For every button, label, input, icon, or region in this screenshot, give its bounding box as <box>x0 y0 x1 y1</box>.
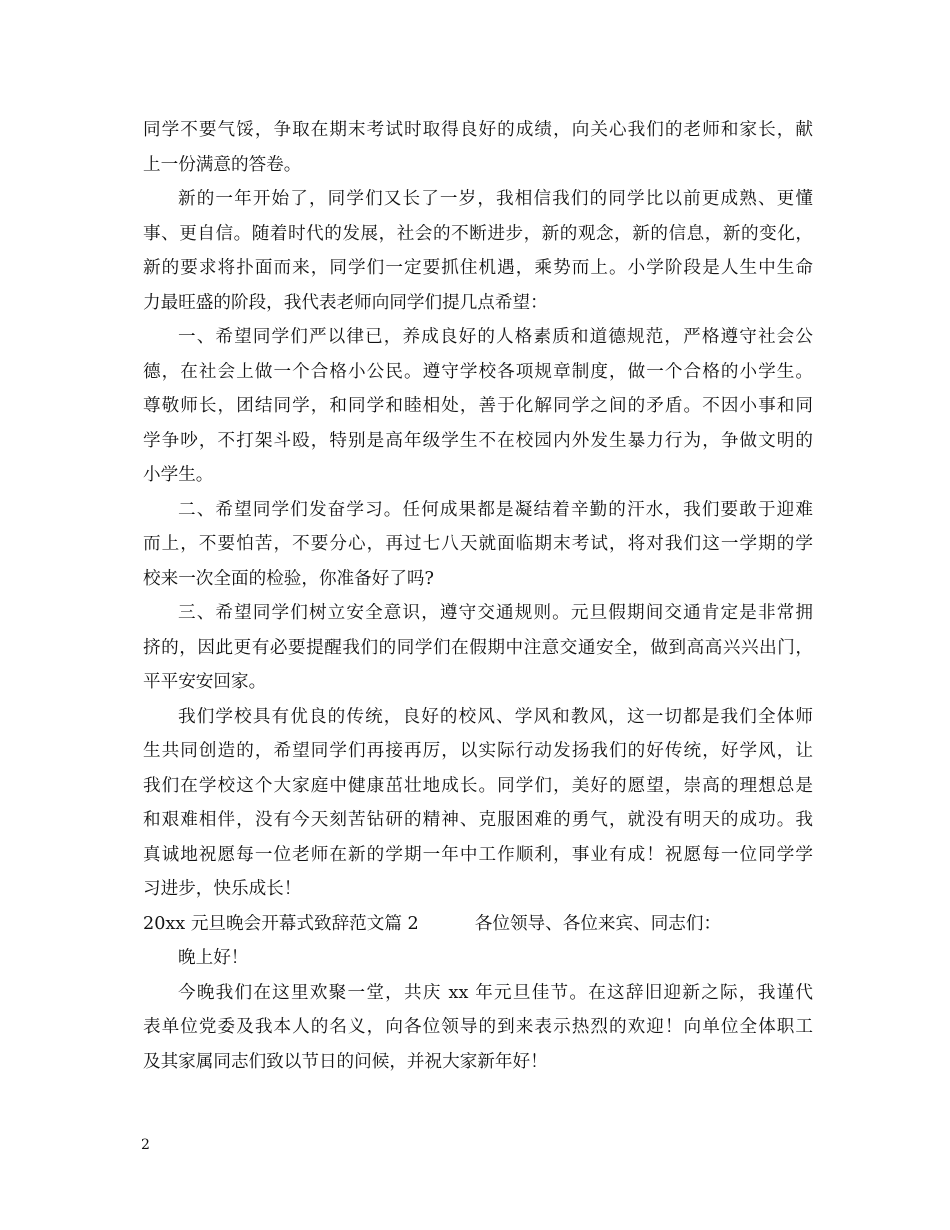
paragraph-start-line: 三、希望同学们树立安全意识，遵守交通规则。元旦假期间交通肯定是非常拥 <box>178 603 813 623</box>
paragraph-start-line: 我们学校具有优良的传统，良好的校风、学风和教风，这一切都是我们全体师 <box>178 706 813 727</box>
text-line: 德，在社会上做一个合格小公民。遵守学校各项规章制度，做一个合格的小学生。 <box>143 361 813 382</box>
paragraph-start-line: 一、希望同学们严以律已，养成良好的人格素质和道德规范，严格遵守社会公 <box>178 327 813 347</box>
text-line: 力最旺盛的阶段，我代表老师向同学们提几点希望： <box>143 292 548 313</box>
text-line: 真诚地祝愿每一位老师在新的学期一年中工作顺利，事业有成！祝愿每一位同学学 <box>143 844 813 865</box>
text-line: 学争吵，不打架斗殴，特别是高年级学生不在校园内外发生暴力行为，争做文明的 <box>143 430 813 451</box>
text-line: 校来一次全面的检验，你准备好了吗? <box>143 568 434 589</box>
text-line: 尊敬师长，团结同学，和同学和睦相处，善于化解同学之间的矛盾。不因小事和同 <box>143 396 813 416</box>
page-number: 2 <box>141 1137 150 1153</box>
greeting-line: 晚上好！ <box>178 948 249 968</box>
text-line: 我们在学校这个大家庭中健康茁壮地成长。同学们，美好的愿望，崇高的理想总是 <box>143 775 813 796</box>
salutation: 各位领导、各位来宾、同志们： <box>474 913 722 934</box>
text-line: 及其家属同志们致以节日的问候，并祝大家新年好！ <box>143 1051 548 1072</box>
document-body <box>143 113 813 1079</box>
text-line: 同学不要气馁，争取在期末考试时取得良好的成绩，向关心我们的老师和家长，献 <box>143 120 813 140</box>
text-line: 挤的，因此更有必要提醒我们的同学们在假期中注意交通安全，做到高高兴兴出门， <box>143 637 813 658</box>
text-line: 习进步，快乐成长！ <box>143 879 302 899</box>
text-line: 平平安安回家。 <box>143 672 267 692</box>
section-title: 20xx 元旦晚会开幕式致辞范文篇 2 <box>143 913 419 934</box>
text-line: 生共同创造的，希望同学们再接再厉，以实际行动发扬我们的好传统，好学风，让 <box>143 741 813 761</box>
text-line: 新的要求将扑面而来，同学们一定要抓住机遇，乘势而上。小学阶段是人生中生命 <box>143 258 813 278</box>
text-line: 和艰难相伴，没有今天刻苦钻研的精神、克服困难的勇气，就没有明天的成功。我 <box>143 810 813 830</box>
paragraph-start-line: 今晚我们在这里欢聚一堂，共庆 xx 年元旦佳节。在这辞旧迎新之际，我谨代 <box>178 982 813 1003</box>
text-line: 上一份满意的答卷。 <box>143 154 302 175</box>
section-heading-line <box>143 907 813 942</box>
text-line: 小学生。 <box>143 465 214 485</box>
text-line: 事、更自信。随着时代的发展，社会的不断进步，新的观念，新的信息，新的变化， <box>143 223 813 244</box>
text-line: 而上，不要怕苦，不要分心，再过七八天就面临期末考试，将对我们这一学期的学 <box>143 534 813 554</box>
text-line: 表单位党委及我本人的名义，向各位领导的到来表示热烈的欢迎！向单位全体职工 <box>143 1017 813 1037</box>
paragraph-start-line: 二、希望同学们发奋学习。任何成果都是凝结着辛勤的汗水，我们要敢于迎难 <box>178 499 813 520</box>
paragraph-start-line: 新的一年开始了，同学们又长了一岁，我相信我们的同学比以前更成熟、更懂 <box>178 189 813 209</box>
